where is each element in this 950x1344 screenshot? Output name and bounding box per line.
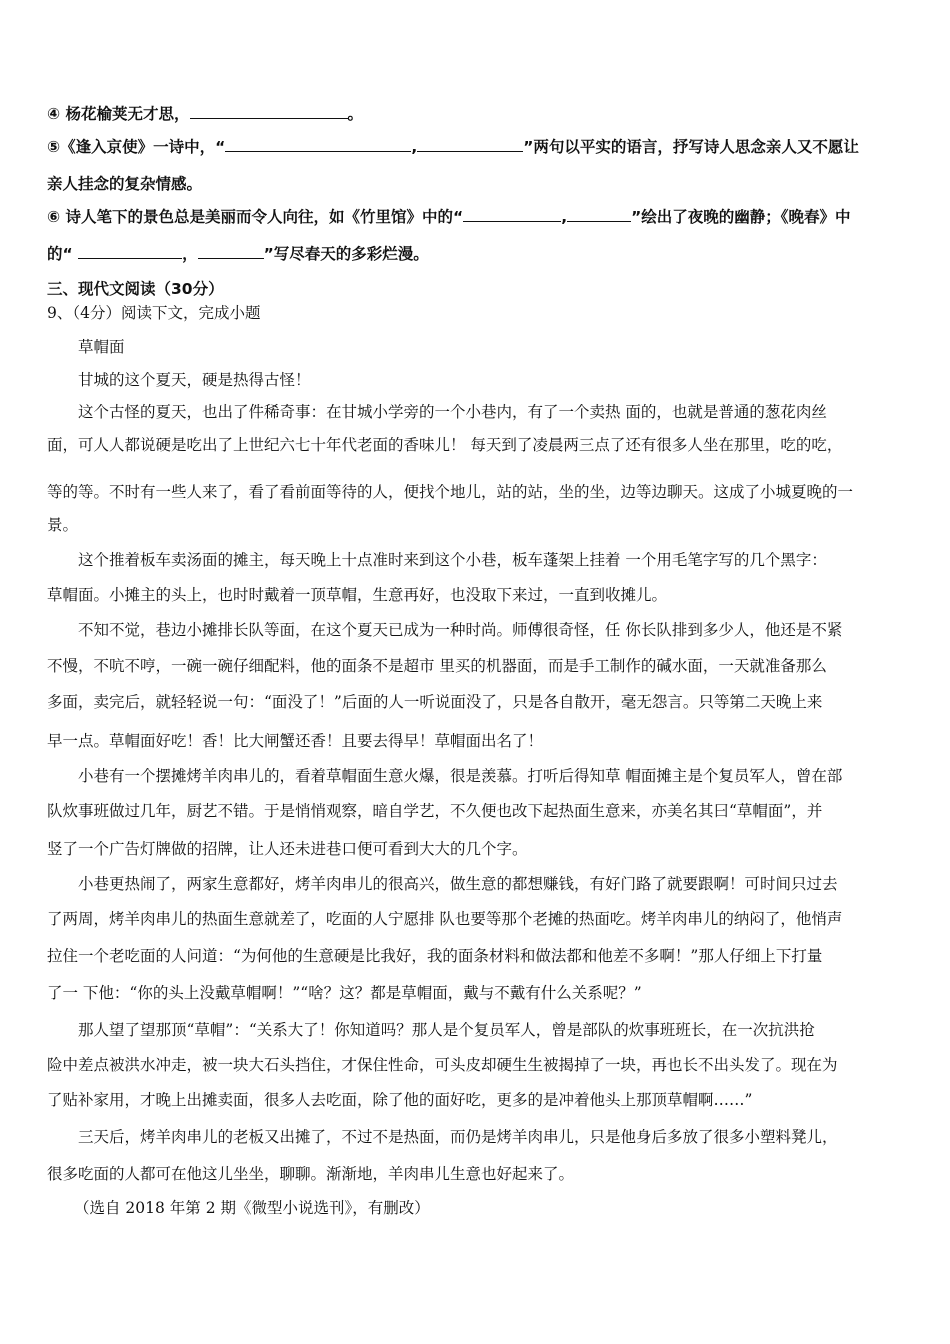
article-line: 多面，卖完后，就轻轻说一句：“面没了！”后面的人一听说面没了，只是各自散开，毫无怨言。只等第二天晚上来 xyxy=(47,693,823,711)
article-line: 了一 下他：“你的头上没戴草帽啊！”“啥？这？都是草帽面，戴与不戴有什么关系呢？” xyxy=(47,984,642,1002)
question-5-line2: 亲人挂念的复杂情感。 xyxy=(47,175,203,193)
article-line: 了贴补家用，才晚上出摊卖面，很多人去吃面，除了他的面好吃，更多的是冲着他头上那顶草帽啊……” xyxy=(47,1091,753,1109)
question-4 xyxy=(47,104,363,124)
answer-blank xyxy=(463,207,561,222)
question-4-end: 。 xyxy=(347,105,364,123)
article-line: 队炊事班做过几年，厨艺不错。于是悄悄观察，暗自学艺，不久便也改下起热面生意来，亦美名其曰“草帽面”，并 xyxy=(47,802,823,820)
article-line: 小巷有一个摆摊烤羊肉串儿的，看着草帽面生意火爆，很是羡慕。打听后得知草 帽面摊主是个复员军人，曾在部 xyxy=(78,767,843,785)
article-line: 三天后，烤羊肉串儿的老板又出摊了，不过不是热面，而仍是烤羊肉串儿，只是他身后多放了很多小塑料凳儿， xyxy=(78,1128,838,1146)
article-line: 草帽面。小摊主的头上，也时时戴着一顶草帽，生意再好，也没取下来过，一直到收摊儿。 xyxy=(47,586,668,604)
article-line: 这个古怪的夏天，也出了件稀奇事：在甘城小学旁的一个小巷内，有了一个卖热 面的，也就是普通的葱花肉丝 xyxy=(78,403,827,421)
article-line: 了两周，烤羊肉串儿的热面生意就差了，吃面的人宁愿排 队也要等那个老摊的热面吃。烤羊肉串儿的纳闷了，他悄声 xyxy=(47,910,843,928)
question-4-text: ④ 杨花榆荚无才思， xyxy=(47,105,190,123)
article-line: 很多吃面的人都可在他这儿坐坐，聊聊。渐渐地，羊肉串儿生意也好起来了。 xyxy=(47,1165,575,1183)
article-line: 竖了一个广告灯牌做的招牌，让人还未进巷口便可看到大大的几个字。 xyxy=(47,840,528,858)
question-6-line2-end: ”写尽春天的多彩烂漫。 xyxy=(263,245,429,263)
article-line: 这个推着板车卖汤面的摊主，每天晚上十点准时来到这个小巷，板车蓬架上挂着 一个用毛笔字写的几个黑字： xyxy=(78,551,827,569)
question-6 xyxy=(47,207,851,227)
answer-blank xyxy=(198,244,264,259)
answer-blank xyxy=(190,104,348,119)
article-line: 景。 xyxy=(47,516,79,534)
question-5-end: ”两句以平实的语言，抒写诗人思念亲人又不愿让 xyxy=(523,138,859,156)
question-5-start: ⑤《逢入京使》一诗中，“ xyxy=(47,138,226,156)
article-line: 早一点。草帽面好吃！香！比大闸蟹还香！且要去得早！草帽面出名了！ xyxy=(47,732,544,750)
section-heading: 三、现代文阅读（30分） xyxy=(47,280,224,298)
question-6-comma: , xyxy=(561,208,568,226)
article-line: 那人望了望那顶“草帽”：“关系大了！你知道吗？那人是个复员军人，曾是部队的炊事班班长，在一次抗洪抢 xyxy=(78,1021,815,1039)
article-line: 拉住一个老吃面的人问道：“为何他的生意硬是比我好，我的面条材料和做法都和他差不多啊！”那人仔细上下打量 xyxy=(47,947,823,965)
question-6-start: ⑥ 诗人笔下的景色总是美丽而令人向往，如《竹里馆》中的“ xyxy=(47,208,464,226)
question-9-prompt: 9、（4分）阅读下文，完成小题 xyxy=(47,304,261,322)
article-line: 不慢，不吭不哼，一碗一碗仔细配料，他的面条不是超市 里买的机器面，而是手工制作的碱水面，一天就准备那么 xyxy=(47,657,827,675)
article-line: 不知不觉，巷边小摊排长队等面，在这个夏天已成为一种时尚。师傅很奇怪，任 你长队排到多少人，他还是不紧 xyxy=(78,621,843,639)
question-5 xyxy=(47,137,859,157)
answer-blank xyxy=(417,137,523,152)
article-line: 等的等。不时有一些人来了，看了看前面等待的人，便找个地儿，站的站，坐的坐，边等边聊天。这成了小城夏晚的一 xyxy=(47,483,854,501)
article-line: 面，可人人都说硬是吃出了上世纪六七十年代老面的香味儿！ 每天到了凌晨两三点了还有很多人坐在那里，吃的吃， xyxy=(47,436,843,454)
article-source: （选自 2018 年第 2 期《微型小说选刊》，有删改） xyxy=(74,1199,430,1217)
answer-blank xyxy=(78,244,182,259)
answer-blank xyxy=(567,207,631,222)
article-line: 险中差点被洪水冲走，被一块大石头挡住，才保住性命，可头皮却硬生生被揭掉了一块，再也长不出头发了。现在为 xyxy=(47,1056,838,1074)
article-line: 甘城的这个夏天，硬是热得古怪！ xyxy=(78,371,311,389)
question-6-line2 xyxy=(47,244,429,264)
question-6-line2-comma: ， xyxy=(182,245,198,263)
question-6-line2-start: 的“ xyxy=(47,245,79,263)
question-5-comma: , xyxy=(411,138,418,156)
article-title: 草帽面 xyxy=(78,338,125,356)
question-6-end: ”绘出了夜晚的幽静；《晚春》中 xyxy=(631,208,851,226)
answer-blank xyxy=(225,137,411,152)
article-line: 小巷更热闹了，两家生意都好，烤羊肉串儿的很高兴，做生意的都想赚钱，有好门路了就要跟啊！可时间只过去 xyxy=(78,875,838,893)
